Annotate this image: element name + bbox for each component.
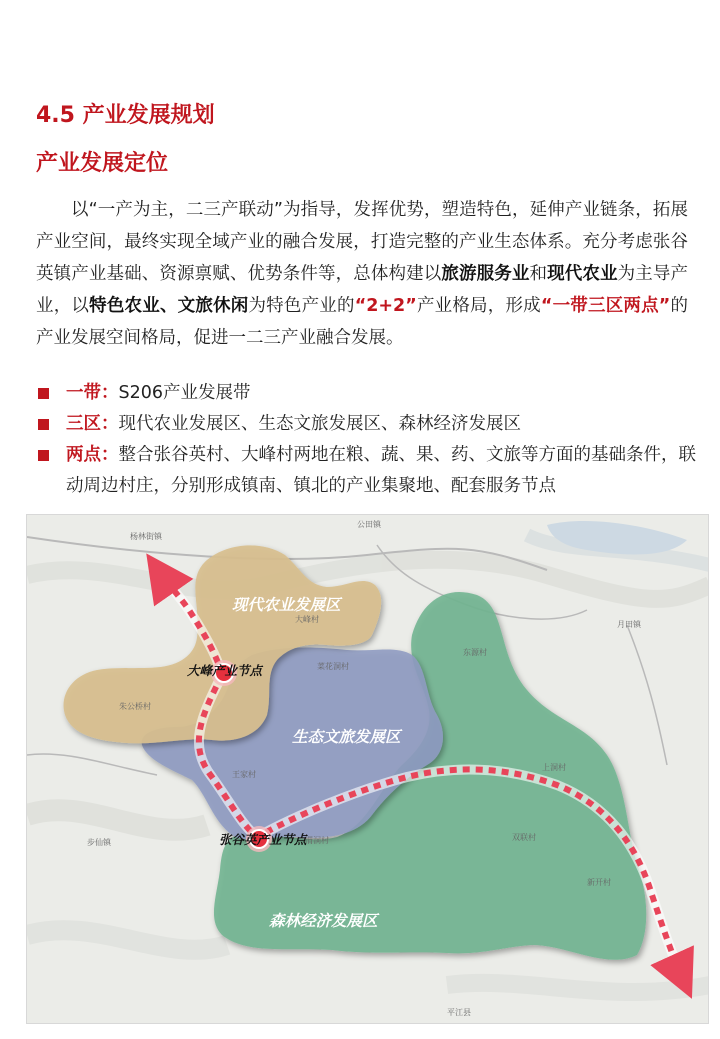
bullet-item bbox=[36, 409, 696, 440]
bullet-text: S206产业发展带 bbox=[118, 383, 251, 403]
place-label: 月田镇 bbox=[617, 620, 641, 629]
paragraph-emphasis: 旅游服务业 bbox=[441, 264, 530, 284]
bullet-square-icon bbox=[38, 419, 49, 430]
bullet-square-icon bbox=[38, 388, 49, 399]
place-label: 东源村 bbox=[463, 648, 487, 657]
place-label: 菜花洞村 bbox=[317, 662, 349, 671]
bullet-item bbox=[36, 440, 696, 502]
node-label: 大峰产业节点 bbox=[187, 663, 263, 678]
place-label: 步仙镇 bbox=[87, 838, 111, 847]
paragraph-text: 产业格局，形成 bbox=[416, 296, 541, 316]
bullet-text: 现代农业发展区、生态文旅发展区、森林经济发展区 bbox=[118, 414, 521, 434]
paragraph-emphasis: 现代农业 bbox=[547, 264, 618, 284]
place-label: 王家村 bbox=[232, 770, 256, 779]
place-label: 朱公桥村 bbox=[119, 702, 151, 711]
zone-label-forest: 森林经济发展区 bbox=[269, 912, 378, 930]
place-label: 新开村 bbox=[587, 878, 611, 887]
paragraph-text: 和 bbox=[529, 264, 548, 284]
paragraph-emphasis: 特色农业、文旅休闲 bbox=[89, 296, 249, 316]
paragraph-text: 的产业发展空间格局，促进一二三产业融合发展。 bbox=[36, 296, 689, 348]
bullet-item bbox=[36, 378, 696, 409]
node-label: 张谷英产业节点 bbox=[219, 832, 307, 847]
place-label: 杨林街镇 bbox=[130, 532, 162, 541]
industry-layout-map bbox=[26, 514, 709, 1024]
bullet-key: 三区： bbox=[66, 414, 119, 434]
paragraph-text: 以“一产为主，二三产联动”为指导，发挥优势，塑造特色，延伸产业链条，拓展产业空间，最终实现全域产业的融合发展，打造完整的产业生态体系。充分考虑张谷英镇产业基础、资源禀赋、优势条件等，总体构建以 bbox=[36, 200, 688, 284]
zone-label-eco-tourism: 生态文旅发展区 bbox=[292, 728, 401, 746]
paragraph-text: 为特色产业的 bbox=[248, 296, 355, 316]
bullet-text: 整合张谷英村、大峰村两地在粮、蔬、果、药、文旅等方面的基础条件，联动周边村庄，分别形成镇南、镇北的产业集聚地、配套服务节点 bbox=[66, 445, 696, 496]
place-label: 平江县 bbox=[447, 1008, 471, 1017]
paragraph-highlight: “一带三区两点” bbox=[540, 296, 671, 316]
bullet-key: 一带： bbox=[66, 383, 119, 403]
place-label: 公田镇 bbox=[357, 520, 381, 529]
subsection-title: 产业发展定位 bbox=[36, 151, 169, 176]
place-label: 大峰村 bbox=[295, 615, 319, 624]
place-label: 双联村 bbox=[512, 833, 536, 842]
place-label: 渭洞村 bbox=[305, 836, 329, 845]
intro-paragraph bbox=[36, 194, 688, 354]
place-label: 上洞村 bbox=[542, 763, 566, 772]
paragraph-text: 为主导产业，以 bbox=[36, 264, 688, 316]
bullet-square-icon bbox=[38, 450, 49, 461]
zone-label-agriculture: 现代农业发展区 bbox=[232, 596, 341, 614]
paragraph-highlight: “2+2” bbox=[354, 296, 417, 316]
bullet-list bbox=[36, 378, 696, 502]
section-title: 4.5 产业发展规划 bbox=[36, 103, 215, 128]
map-svg bbox=[27, 515, 709, 1024]
bullet-key: 两点： bbox=[66, 445, 119, 465]
